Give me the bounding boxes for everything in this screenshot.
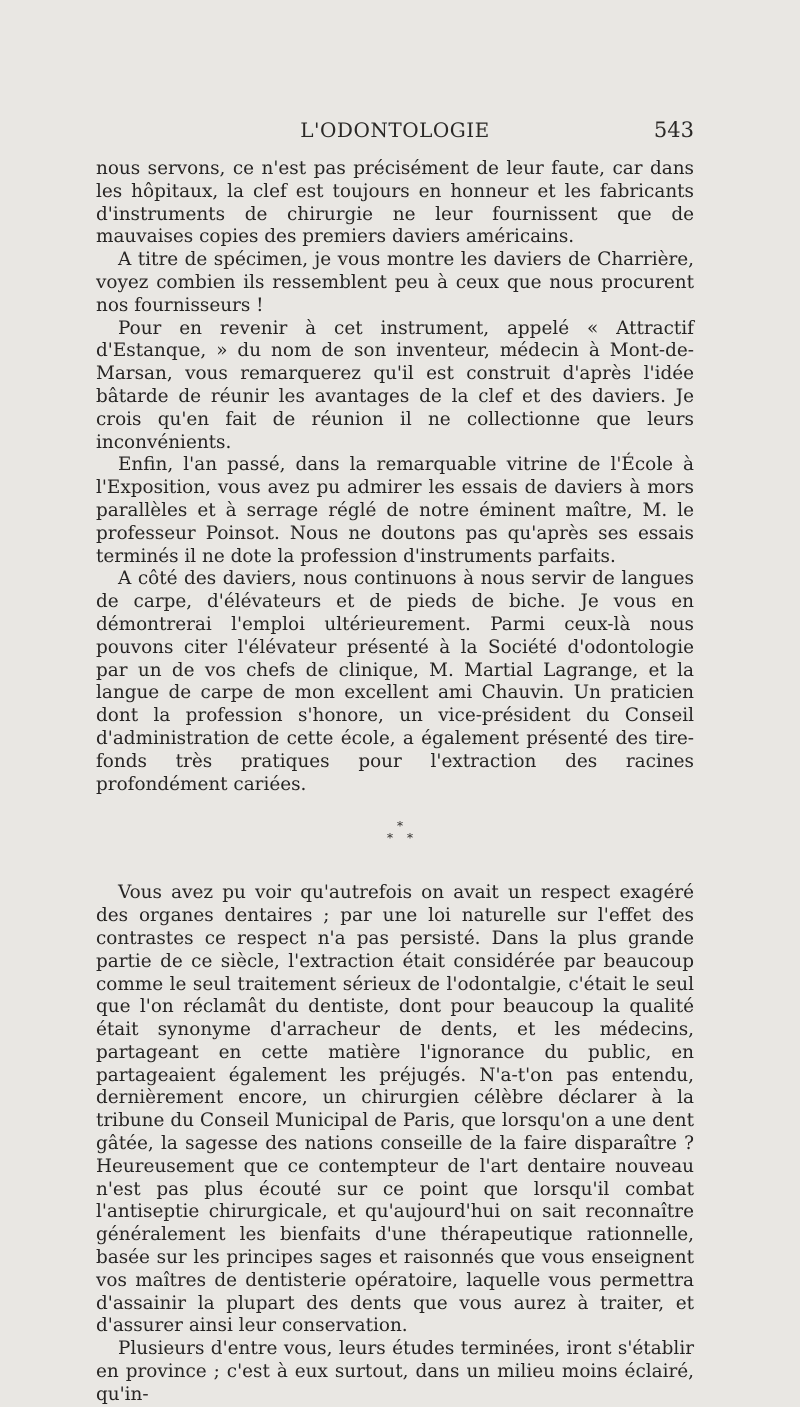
page-header [96,118,694,148]
section-separator-asterism [96,808,694,874]
paragraph-4: Enfin, l'an passé, dans la remarquable vitrine de l'École à l'Exposition, vous avez pu admirer les essais de daviers à mors parallèles et à serrage réglé de notre éminent maître, M. le professeur Poinsot. Nous ne doutons pas qu'après ses essais terminés il ne dote la profession d'instruments parfaits. [96,454,694,567]
paragraph-7: Plusieurs d'entre vous, leurs études terminées, iront s'établir en province ; c'est à eux surtout, dans un milieu moins éclairé, qu'in- [96,1338,694,1405]
running-title: L'ODONTOLOGIE [300,118,490,142]
page-number: 543 [653,118,694,142]
asterism-star-top: * [397,819,403,834]
paragraph-3: Pour en revenir à cet instrument, appelé « Attractif d'Estanque, » du nom de son inventeur, médecin à Mont-de-Marsan, vous remarquerez qu'il est construit d'après l'idée bâtarde de réunir les avantages de la clef et des daviers. Je crois qu'en fait de réunion il ne collectionne que leurs inconvénients. [96,317,694,453]
paragraph-2: A titre de spécimen, je vous montre les daviers de Charrière, voyez combien ils ressemblent peu à ceux que nous procurent nos fournisseurs ! [96,249,694,316]
paragraph-6: Vous avez pu voir qu'autrefois on avait un respect exagéré des organes dentaires ; par une loi naturelle sur l'effet des contrastes ce respect n'a pas persisté. Dans la plus grande partie de ce siècle, l'extraction était considérée par beaucoup comme le seul traitement sérieux de l'odontalgie, c'était le seul que l'on réclamât du dentiste, dont pour beaucoup la qualité était synonyme d'arracheur de dents, et les médecins, partageant en cette matière l'ignorance du public, en partageaient également les préjugés. N'a-t'on pas entendu, dernièrement encore, un chirurgien célèbre déclarer à la tribune du Conseil Municipal de Paris, que lorsqu'on a une dent gâtée, la sagesse des nations conseille de la faire disparaître ? Heureusement que ce contempteur de l'art dentaire nouveau n'est pas plus écouté sur ce point que lorsqu'il combat l'antiseptie chirurgicale, et qu'aujourd'hui on sait reconnaître généralement les bienfaits d'une thérapeutique rationnelle, basée sur les principes sages et raisonnés que vous enseignent vos maîtres de dentisterie opératoire, laquelle vous permettra d'assainir la plupart des dents que vous aurez à traiter, et d'assurer ainsi leur conservation. [96,882,694,1337]
body-text [96,158,694,1407]
paragraph-5: A côté des daviers, nous continuons à nous servir de langues de carpe, d'élévateurs et de pieds de biche. Je vous en démontrerai l'emploi ultérieurement. Parmi ceux-là nous pouvons citer l'élévateur présenté à la Société d'odontologie par un de vos chefs de clinique, M. Martial Lagrange, et la langue de carpe de mon excellent ami Chauvin. Un praticien dont la profession s'honore, un vice-président du Conseil d'administration de cette école, a également présenté des tire-fonds très pratiques pour l'extraction des racines profondément cariées. [96,568,694,795]
paragraph-1: nous servons, ce n'est pas précisément de leur faute, car dans les hôpitaux, la clef est toujours en honneur et les fabricants d'instruments de chirurgie ne leur fournissent que de mauvaises copies des premiers daviers américains. [96,158,694,248]
asterism-star-right: * [407,831,413,846]
asterism-star-left: * [387,831,393,846]
